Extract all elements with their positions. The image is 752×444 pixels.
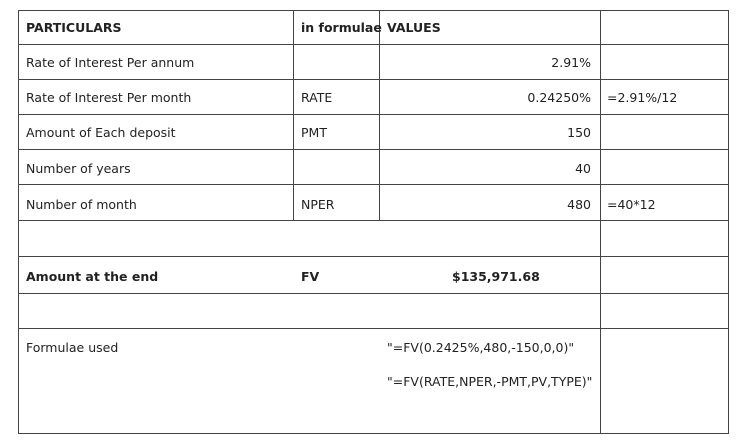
- header-values: VALUES: [387, 20, 441, 35]
- row-particular: Rate of Interest Per annum: [26, 55, 195, 70]
- formula-line-2: "=FV(RATE,NPER,-PMT,PV,TYPE)": [387, 374, 593, 389]
- row-note: =2.91%/12: [607, 90, 678, 105]
- row-value: 2.91%: [551, 55, 591, 70]
- row-value: 480: [567, 197, 591, 212]
- row-value: 40: [575, 161, 591, 176]
- result-label: Amount at the end: [26, 269, 159, 284]
- row-value: 0.24250%: [527, 90, 591, 105]
- row-formula: RATE: [301, 90, 333, 105]
- formula-line-1: "=FV(0.2425%,480,-150,0,0)": [387, 340, 575, 355]
- fv-calculation-table: [18, 10, 729, 434]
- row-particular: Amount of Each deposit: [26, 125, 176, 140]
- row-particular: Number of years: [26, 161, 131, 176]
- row-note: =40*12: [607, 197, 656, 212]
- row-particular: Rate of Interest Per month: [26, 90, 192, 105]
- header-particulars: PARTICULARS: [26, 20, 122, 35]
- header-in-formulae: in formulae: [301, 20, 382, 35]
- result-formula: FV: [301, 269, 320, 284]
- row-formula: PMT: [301, 125, 327, 140]
- row-value: 150: [567, 125, 591, 140]
- row-particular: Number of month: [26, 197, 137, 212]
- formulae-label: Formulae used: [26, 340, 119, 355]
- result-value: $135,971.68: [452, 269, 540, 284]
- row-formula: NPER: [301, 197, 335, 212]
